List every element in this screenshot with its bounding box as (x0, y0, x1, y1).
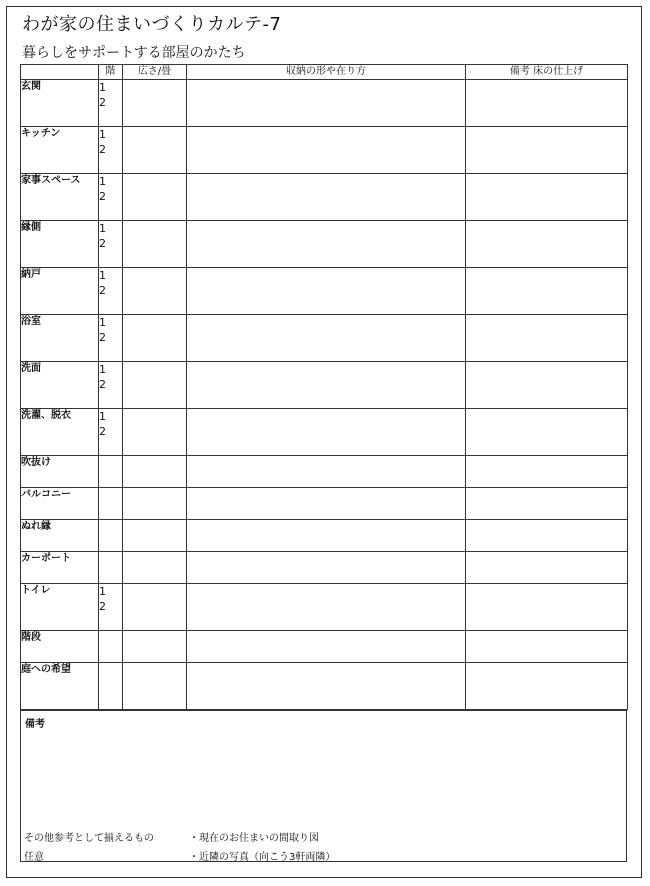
floor-number: 1 (99, 175, 106, 188)
size-cell[interactable] (123, 631, 187, 663)
remarks-cell[interactable] (466, 409, 628, 456)
table-body (21, 80, 628, 710)
room-name: 洗面 (21, 362, 99, 409)
remarks-cell[interactable] (466, 268, 628, 315)
table-row (21, 552, 628, 584)
size-cell[interactable] (123, 127, 187, 174)
page-subtitle: 暮らしをサポートする部屋のかたち (22, 45, 246, 61)
floor-number: 2 (99, 331, 106, 344)
size-cell[interactable] (123, 174, 187, 221)
storage-cell[interactable] (187, 80, 466, 127)
remarks-cell[interactable] (466, 315, 628, 362)
floor-cell[interactable] (99, 488, 123, 520)
floor-cell[interactable] (99, 663, 123, 710)
table-row (21, 315, 628, 362)
header-remarks: 備考 床の仕上げ (466, 65, 628, 80)
floor-cell[interactable] (99, 631, 123, 663)
floor-cell[interactable] (99, 221, 123, 268)
storage-cell[interactable] (187, 362, 466, 409)
floor-cell[interactable] (99, 409, 123, 456)
table-row (21, 80, 628, 127)
floor-number: 2 (99, 190, 106, 203)
remarks-cell[interactable] (466, 80, 628, 127)
floor-number: 2 (99, 284, 106, 297)
room-name: キッチン (21, 127, 99, 174)
storage-cell[interactable] (187, 221, 466, 268)
floor-number: 1 (99, 222, 106, 235)
storage-cell[interactable] (187, 631, 466, 663)
floor-cell[interactable] (99, 80, 123, 127)
floor-cell[interactable] (99, 362, 123, 409)
size-cell[interactable] (123, 80, 187, 127)
notes-label: 備考 (25, 719, 45, 730)
room-name: 縁側 (21, 221, 99, 268)
page-title: わが家の住まいづくりカルテ-7 (22, 14, 282, 35)
floor-cell[interactable] (99, 456, 123, 488)
size-cell[interactable] (123, 362, 187, 409)
floor-number: 2 (99, 425, 106, 438)
size-cell[interactable] (123, 488, 187, 520)
floor-cell[interactable] (99, 127, 123, 174)
room-name: 吹抜け (21, 456, 99, 488)
table-row (21, 127, 628, 174)
table-row (21, 409, 628, 456)
remarks-cell[interactable] (466, 127, 628, 174)
storage-cell[interactable] (187, 315, 466, 362)
reference-item: ・現在のお住まいの間取り図 (189, 833, 319, 844)
storage-cell[interactable] (187, 174, 466, 221)
floor-number: 1 (99, 81, 106, 94)
table-row (21, 584, 628, 631)
room-name: カーポート (21, 552, 99, 584)
table-row (21, 174, 628, 221)
reference-item: ・近隣の写真（向こう3軒両隣） (189, 852, 336, 863)
size-cell[interactable] (123, 584, 187, 631)
storage-cell[interactable] (187, 552, 466, 584)
floor-number: 2 (99, 600, 106, 613)
floor-cell[interactable] (99, 268, 123, 315)
size-cell[interactable] (123, 456, 187, 488)
room-name: 玄関 (21, 80, 99, 127)
remarks-cell[interactable] (466, 488, 628, 520)
remarks-cell[interactable] (466, 456, 628, 488)
reference-label (24, 829, 154, 867)
storage-cell[interactable] (187, 409, 466, 456)
floor-number: 1 (99, 269, 106, 282)
notes-box (20, 710, 627, 862)
floor-number: 1 (99, 316, 106, 329)
size-cell[interactable] (123, 552, 187, 584)
table-row (21, 488, 628, 520)
remarks-cell[interactable] (466, 362, 628, 409)
floor-number: 1 (99, 128, 106, 141)
room-name: 洗濯、脱衣 (21, 409, 99, 456)
size-cell[interactable] (123, 315, 187, 362)
table-row (21, 663, 628, 710)
floor-number: 1 (99, 363, 106, 376)
reference-label-line: その他参考として揃えるもの (24, 833, 154, 844)
floor-number: 2 (99, 237, 106, 250)
header-storage: 収納の形や在り方 (187, 65, 466, 80)
remarks-cell[interactable] (466, 631, 628, 663)
storage-cell[interactable] (187, 456, 466, 488)
room-name: ぬれ縁 (21, 520, 99, 552)
floor-number: 2 (99, 143, 106, 156)
floor-number: 2 (99, 96, 106, 109)
floor-cell[interactable] (99, 552, 123, 584)
storage-cell[interactable] (187, 584, 466, 631)
floor-cell[interactable] (99, 174, 123, 221)
room-name: 階段 (21, 631, 99, 663)
room-name: 納戸 (21, 268, 99, 315)
floor-cell[interactable] (99, 584, 123, 631)
header-size: 広さ/畳 (123, 65, 187, 80)
floor-number: 1 (99, 585, 106, 598)
remarks-cell[interactable] (466, 174, 628, 221)
storage-cell[interactable] (187, 663, 466, 710)
reference-label-line: 任意 (24, 852, 44, 863)
table-row (21, 456, 628, 488)
header-room (21, 65, 99, 80)
storage-cell[interactable] (187, 488, 466, 520)
table-header-row (21, 65, 628, 80)
size-cell[interactable] (123, 268, 187, 315)
room-name: 庭への希望 (21, 663, 99, 710)
storage-cell[interactable] (187, 268, 466, 315)
remarks-cell[interactable] (466, 663, 628, 710)
storage-cell[interactable] (187, 520, 466, 552)
table-row (21, 362, 628, 409)
room-name: 浴室 (21, 315, 99, 362)
header-floor: 階 (99, 65, 123, 80)
size-cell[interactable] (123, 409, 187, 456)
floor-number: 2 (99, 378, 106, 391)
size-cell[interactable] (123, 221, 187, 268)
floor-cell[interactable] (99, 520, 123, 552)
table-row (21, 520, 628, 552)
room-name: 家事スペース (21, 174, 99, 221)
floor-number: 1 (99, 410, 106, 423)
storage-cell[interactable] (187, 127, 466, 174)
room-table (20, 64, 628, 710)
table-row (21, 221, 628, 268)
room-name: バルコニー (21, 488, 99, 520)
table-row (21, 268, 628, 315)
size-cell[interactable] (123, 663, 187, 710)
reference-items (189, 829, 335, 867)
remarks-cell[interactable] (466, 584, 628, 631)
room-name: トイレ (21, 584, 99, 631)
size-cell[interactable] (123, 520, 187, 552)
table-row (21, 631, 628, 663)
remarks-cell[interactable] (466, 552, 628, 584)
remarks-cell[interactable] (466, 520, 628, 552)
floor-cell[interactable] (99, 315, 123, 362)
remarks-cell[interactable] (466, 221, 628, 268)
